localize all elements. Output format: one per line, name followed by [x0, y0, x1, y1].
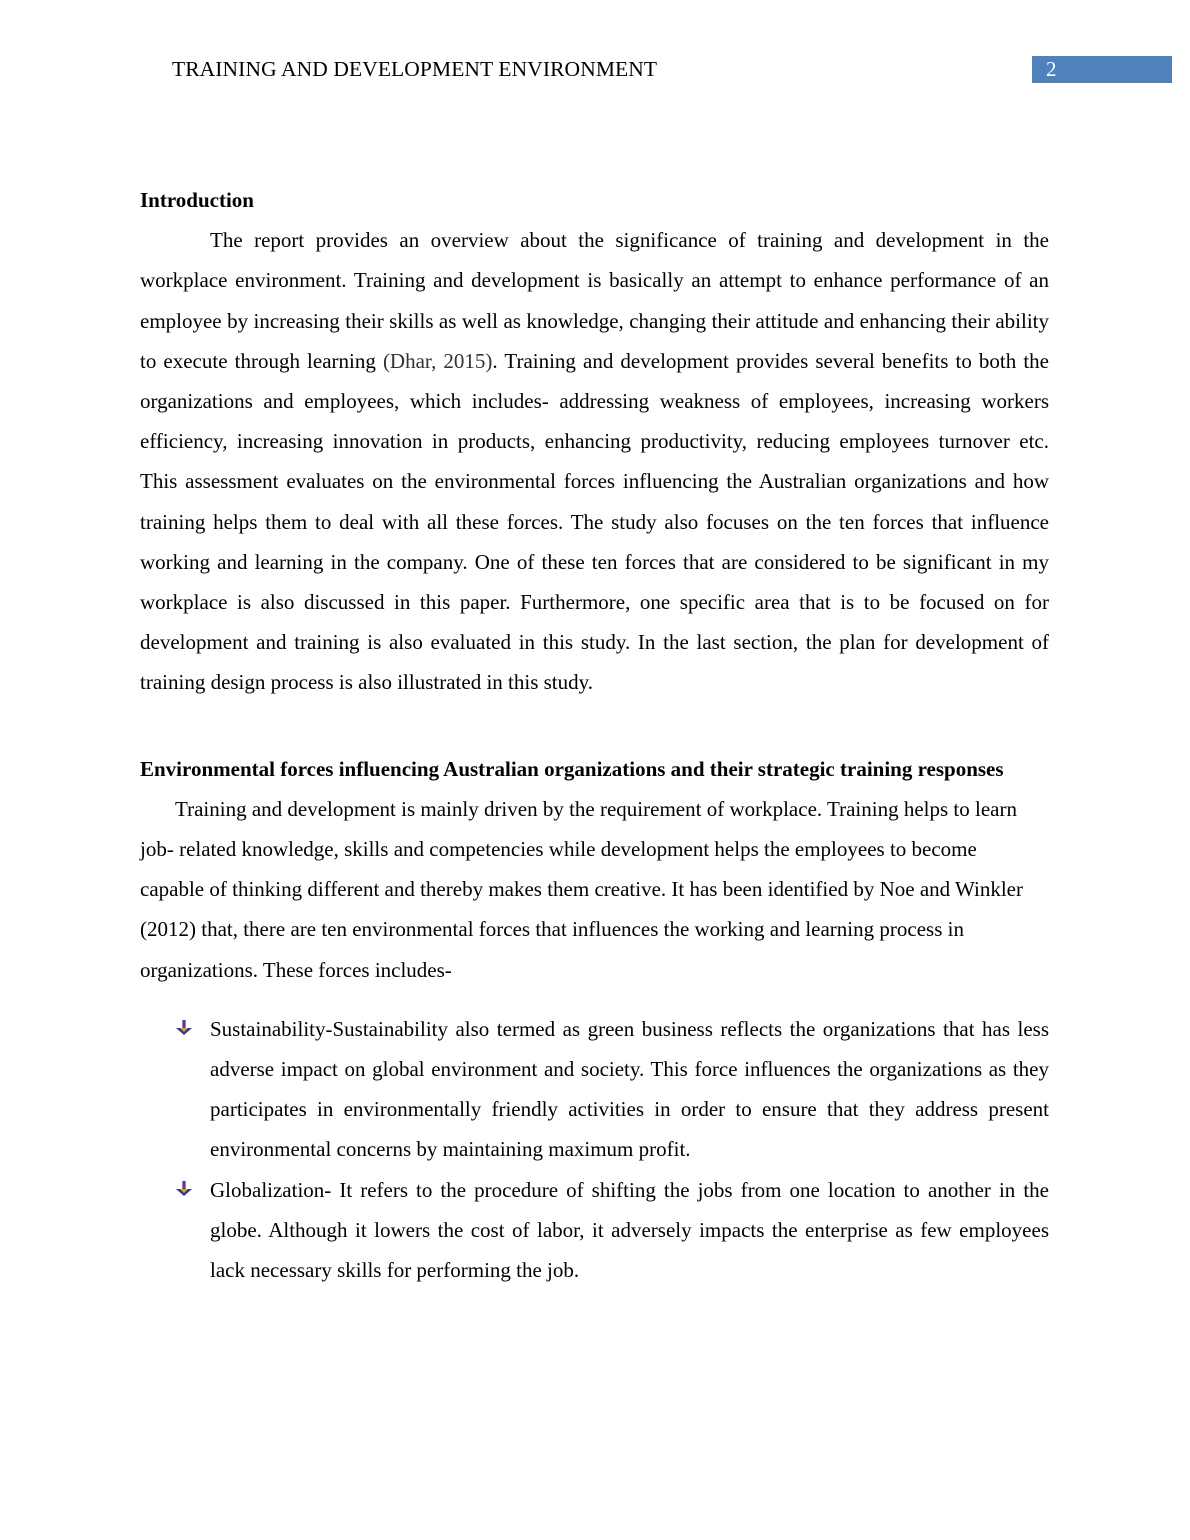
bullet-text-sustainability: Sustainability-Sustainability also termed as green business reflects the organizations that has less adverse impact on global environment and society. This force influences the organizations as they participates in environmentally friendly activities in order to ensure that they address present environmental concerns by maintaining maximum profit. [210, 1016, 1049, 1162]
environmental-forces-heading: Environmental forces influencing Australian organizations and their strategic training responses [140, 756, 1004, 781]
intro-text-2: . Training and development provides several benefits to both the organizations and employees, which includes- addressing weakness of employees, increasing workers efficiency, increasing innovation in products, enhancing productivity, reducing employees turnover etc. This assessment evaluates on the environmental forces influencing the Australian organizations and how training helps them to deal with all these forces. The study also focuses on the ten forces that influence working and learning in the company. One of these ten forces that are considered to be significant in my workplace is also discussed in this paper. Furthermore, one specific area that is to be focused on for development and training is also evaluated in this study. In the last section, the plan for development of training design process is also illustrated in this study. [140, 348, 1049, 695]
arrow-bullet-icon [176, 1181, 192, 1197]
list-item [140, 1009, 1049, 1170]
environmental-forces-paragraph: Training and development is mainly driven by the requirement of workplace. Training helps to learn job- related knowledge, skills and competencies while development helps the employees to become capable of thinking different and thereby makes them creative. It has been identified by Noe and Winkler (2012) that, there are ten environmental forces that influences the working and learning process in organizations. These forces includes- [140, 796, 1023, 982]
running-head-title: TRAINING AND DEVELOPMENT ENVIRONMENT [172, 57, 658, 81]
introduction-paragraph [140, 220, 1049, 702]
list-item [140, 1170, 1049, 1291]
introduction-heading: Introduction [140, 188, 254, 212]
page-number: 2 [1046, 57, 1057, 81]
document-body [140, 180, 1049, 1290]
citation-dhar: (Dhar, 2015) [382, 348, 493, 373]
intro-text-1: The report provides an overview about the significance of training and development in the workplace environment. Training and development is basically an attempt to enhance performance of an employee by increasing their skills as well as knowledge, changing their attitude and enhancing their ability to execute through learning [140, 228, 1049, 373]
arrow-bullet-icon [176, 1020, 192, 1036]
section-spacer [140, 703, 1049, 749]
page-number-box [1032, 56, 1172, 83]
forces-bullet-list [140, 1009, 1049, 1290]
bullet-text-globalization: Globalization- It refers to the procedure of shifting the jobs from one location to another in the globe. Although it lowers the cost of labor, it adversely impacts the enterprise as few employees lack necessary skills for performing the job. [210, 1177, 1049, 1283]
